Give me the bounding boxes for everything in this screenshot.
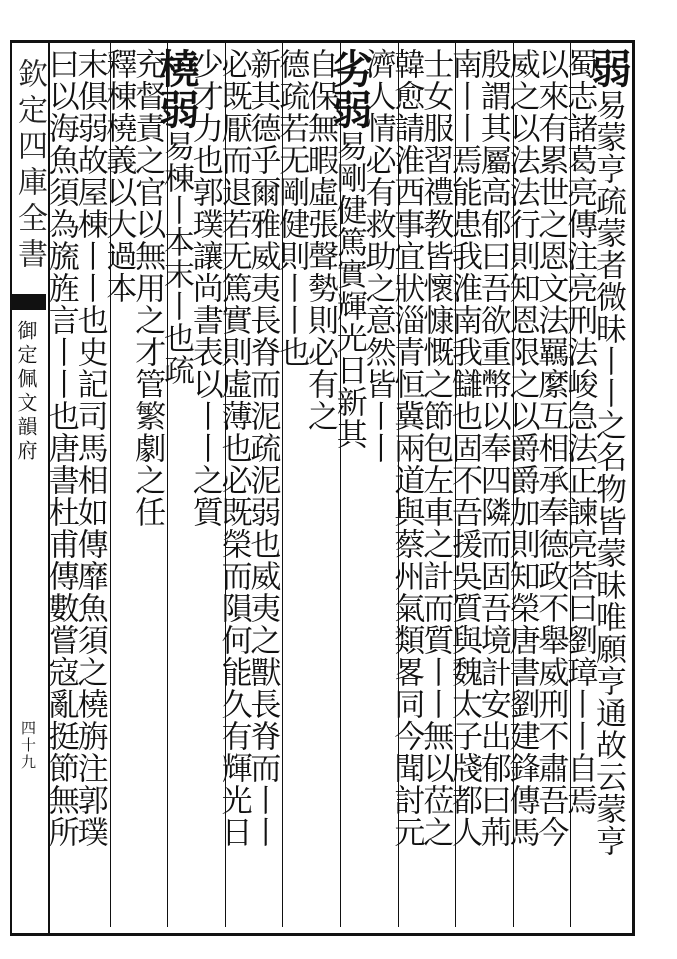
text-column [503, 48, 540, 924]
text-column [474, 48, 511, 924]
text-column [561, 48, 598, 924]
column-text: 殷謂其屬高郁曰吾欲重幣以奉四隣而固吾境計安出郁曰荊 [474, 48, 511, 848]
column-text: 士女服習禮教皆懷慷慨之節包左車之計而質丨丨無以莅之 [417, 48, 454, 848]
text-column [445, 48, 482, 924]
column-divider [340, 43, 341, 927]
column-text: 新其德乎爾雅威夷長脊而泥疏泥弱也威夷之獸長脊而丨丨 [244, 48, 281, 848]
text-column [584, 48, 632, 924]
margin-title: 欽定四庫全書 [12, 58, 47, 274]
column-text: 必既厭而退若无篤實則虛薄也必既榮而隕何能久有輝光日 [215, 48, 252, 848]
column-text: 易棟丨本末丨也疏 [157, 130, 194, 386]
text-column [301, 48, 338, 924]
column-text: 德疏若无剛健則丨丨也 [273, 48, 310, 368]
text-column [71, 48, 108, 924]
column-divider [455, 43, 456, 927]
text-column [42, 48, 79, 924]
text-column [532, 48, 569, 924]
column-text: 自保無暇虛張聲勢則必有之 [301, 48, 338, 432]
text-column [417, 48, 454, 924]
column-text: 易蒙亨疏蒙者微昧丨丨之名物皆蒙昧唯願亨通故云蒙亨 [589, 89, 626, 857]
text-column [388, 48, 425, 924]
column-text: 少才力也郭璞讓尚書表以丨丨之質 [186, 48, 223, 528]
column-divider [513, 43, 514, 927]
column-text: 威之以法法行則知恩限之以爵爵加則知榮唐書劉建鋒傳馬 [503, 48, 540, 848]
text-column [186, 48, 223, 924]
column-text: 釋棟橈義以大過本 [100, 48, 137, 304]
column-text: 易剛健篤實輝光日新其 [330, 130, 367, 450]
fish-tail-mark [10, 294, 46, 310]
text-column [325, 48, 373, 924]
column-headword: 弱 [584, 48, 632, 89]
column-text: 蜀志諸葛亮傳注亮刑法峻急法正諫亮荅曰劉璋丨丨自焉 [561, 48, 598, 816]
column-divider [110, 43, 111, 927]
column-text: 韓愈請淮西事宜狀淄青恒冀兩道與蔡州氣類畧同今聞討元 [388, 48, 425, 848]
column-text: 充督責之官以無用之才管繁劇之任 [129, 48, 166, 528]
page-number: 四十九 [19, 720, 37, 771]
text-column [244, 48, 281, 924]
column-text: 以來有累世之恩文法羈縻互相承奉德政不舉威刑不肅吾今 [532, 48, 569, 848]
text-column [359, 48, 396, 924]
column-divider [225, 43, 226, 927]
column-text: 末俱弱故屋棟丨丨也史記司馬相如傳靡魚須之橈旃注郭璞 [71, 48, 108, 848]
column-divider [167, 43, 168, 927]
column-divider [570, 43, 571, 927]
column-divider [282, 43, 283, 927]
column-divider [398, 43, 399, 927]
column-text: 濟人情必有救助之意然皆丨丨 [359, 48, 396, 464]
text-column [273, 48, 310, 924]
column-headword: 劣弱 [325, 48, 373, 130]
text-column [129, 48, 166, 924]
column-headword: 橈弱 [152, 48, 200, 130]
text-column [215, 48, 252, 924]
margin-book-title: 御定佩文韻府 [14, 320, 38, 464]
text-column [100, 48, 137, 924]
column-text: 曰以海魚須為旒旌言丨丨也唐書杜甫傳數嘗寇亂挺節無所 [42, 48, 79, 848]
text-column [152, 48, 200, 924]
column-text: 南丨丨焉能患我淮南我讎也固不吾援吳質與魏太子牋都人 [445, 48, 482, 848]
